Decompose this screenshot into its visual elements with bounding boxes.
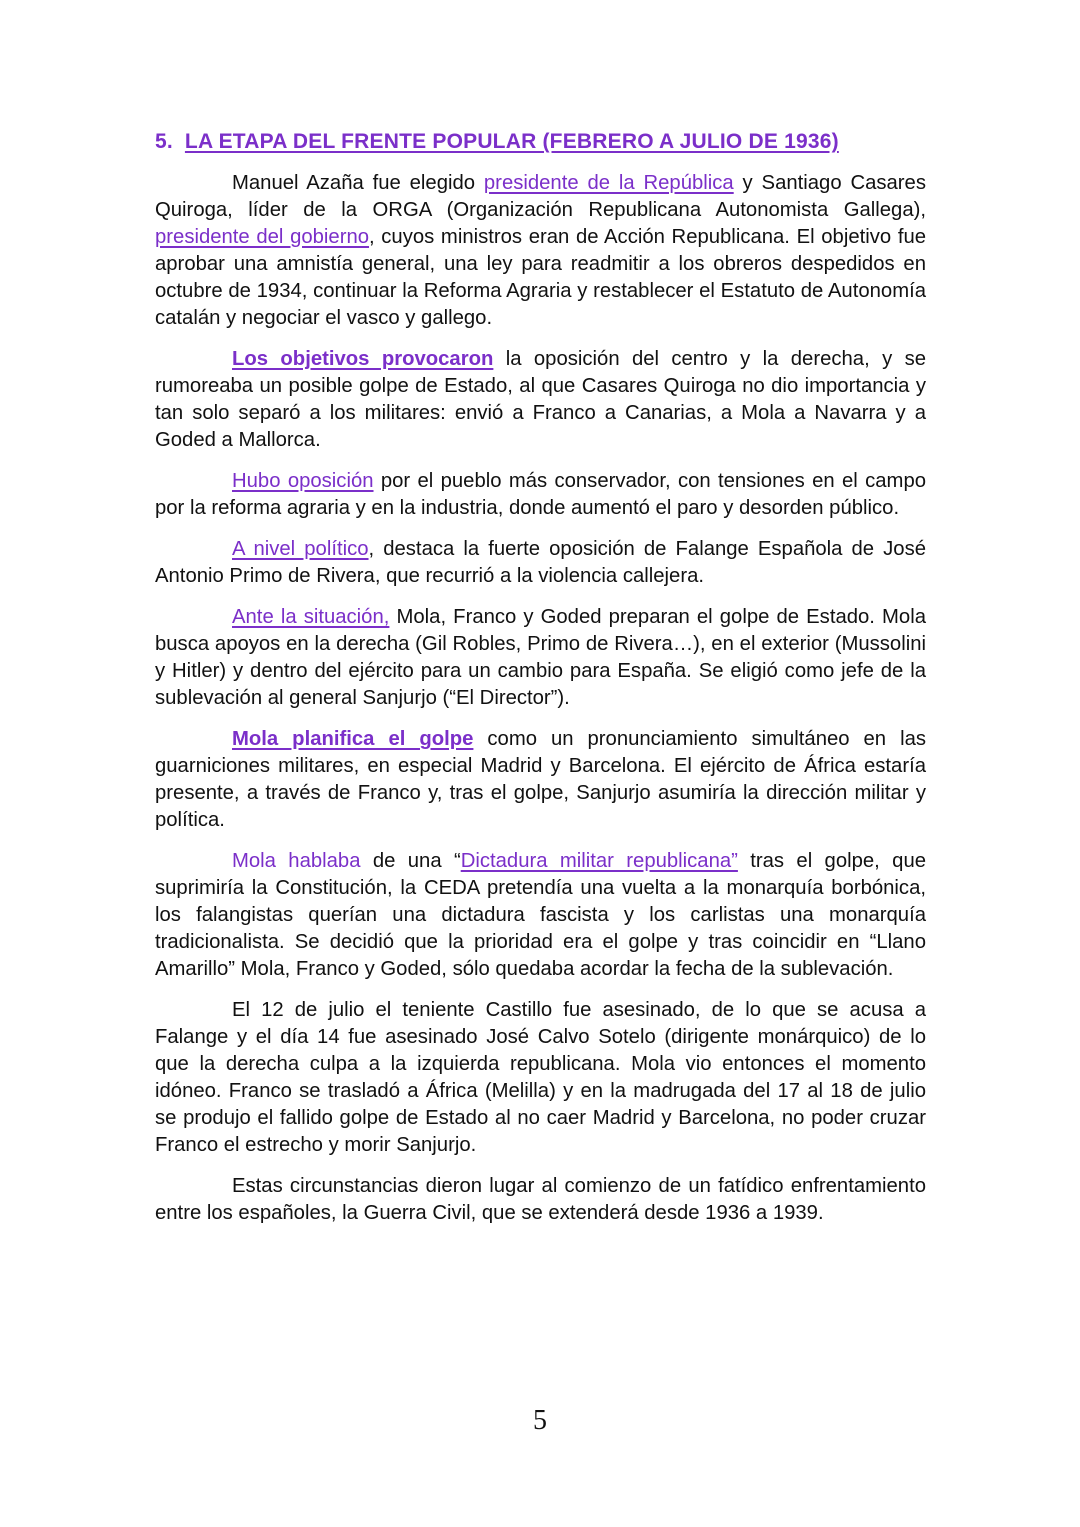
section-number: 5. [155,130,173,153]
link-objetivos-provocaron[interactable]: Los objetivos provocaron [232,348,494,370]
paragraph-text: la oposición del centro y la derecha, y se rumoreaba un posible golpe de Estado, al que Casares Quiroga no dio importancia y tan solo separó a los militares: envió a Franco a Canarias, a Mola a Navarra y a Goded a Mallorca. [155,348,926,451]
section-heading [155,128,926,156]
paragraph-text: y Santiago Casares Quiroga, líder de la ORGA (Organización Republicana Autonomista Gallega), [155,172,926,221]
paragraph-7 [155,848,926,983]
link-dictadura-militar[interactable]: Dictadura militar republicana” [460,850,738,872]
paragraph-text: Manuel Azaña fue elegido [232,172,484,194]
highlight-mola-hablaba: Mola hablaba [232,850,361,872]
section-title: LA ETAPA DEL FRENTE POPULAR (FEBRERO A JULIO DE 1936) [184,130,839,153]
paragraph-text: , cuyos ministros eran de Acción Republicana. El objetivo fue aprobar una amnistía general, una ley para readmitir a los obreros despedidos en octubre de 1934, continuar la Reforma Agraria y restablecer el Estatuto de Autonomía catalán y negociar el vasco y gallego. [155,226,927,329]
paragraph-8 [155,997,926,1159]
paragraph-text: de una “ [360,850,461,872]
paragraph-text: como un pronunciamiento simultáneo en las guarniciones militares, en especial Madrid y Barcelona. El ejército de África estaría presente, a través de Franco y, tras el golpe, Sanjurjo asumiría la dirección militar y política. [155,728,926,831]
link-nivel-politico[interactable]: A nivel político [232,538,369,560]
page-content [155,128,926,1241]
paragraph-text: tras el golpe, que suprimiría la Constitución, la CEDA pretendía una vuelta a la monarquía borbónica, los falangistas querían una dictadura fascista y los carlistas una monarquía tradicionalista. Se decidió que la prioridad era el golpe y tras coincidir en “Llano Amarillo” Mola, Franco y Goded, sólo quedaba acordar la fecha de la sublevación. [155,850,926,980]
paragraph-text: , destaca la fuerte oposición de Falange Española de José Antonio Primo de Rivera, que recurrió a la violencia callejera. [155,538,926,587]
link-mola-planifica[interactable]: Mola planifica el golpe [232,728,474,750]
paragraph-1 [155,170,926,332]
link-ante-la-situacion[interactable]: Ante la situación, [232,606,390,628]
paragraph-4 [155,536,926,590]
page-number: 5 [533,1405,547,1436]
paragraph-9 [155,1173,926,1227]
paragraph-text: El 12 de julio el teniente Castillo fue asesinado, de lo que se acusa a Falange y el día 14 fue asesinado José Calvo Sotelo (dirigente monárquico) de lo que la derecha culpa a la izquierda republicana. Mola vio entonces el momento idóneo. Franco se trasladó a África (Melilla) y en la madrugada del 17 al 18 de julio se produjo el fallido golpe de Estado al no caer Madrid y Barcelona, no poder cruzar Franco el estrecho y morir Sanjurjo. [155,999,926,1156]
paragraph-text: Estas circunstancias dieron lugar al comienzo de un fatídico enfrentamiento entre los españoles, la Guerra Civil, que se extenderá desde 1936 a 1939. [155,1175,926,1224]
paragraph-5 [155,604,926,712]
paragraph-6 [155,726,926,834]
link-presidente-republica[interactable]: presidente de la República [483,172,734,194]
paragraph-text: Mola, Franco y Goded preparan el golpe de Estado. Mola busca apoyos en la derecha (Gil Robles, Primo de Rivera…), en el exterior (Mussolini y Hitler) y dentro del ejército para un cambio para España. Se eligió como jefe de la sublevación al general Sanjurjo (“El Director”). [155,606,926,709]
link-presidente-gobierno[interactable]: presidente del gobierno [155,226,370,248]
link-hubo-oposicion[interactable]: Hubo oposición [232,470,374,492]
paragraph-2 [155,346,926,454]
paragraph-text: por el pueblo más conservador, con tensiones en el campo por la reforma agraria y en la industria, donde aumentó el paro y desorden público. [155,470,926,519]
paragraph-3 [155,468,926,522]
